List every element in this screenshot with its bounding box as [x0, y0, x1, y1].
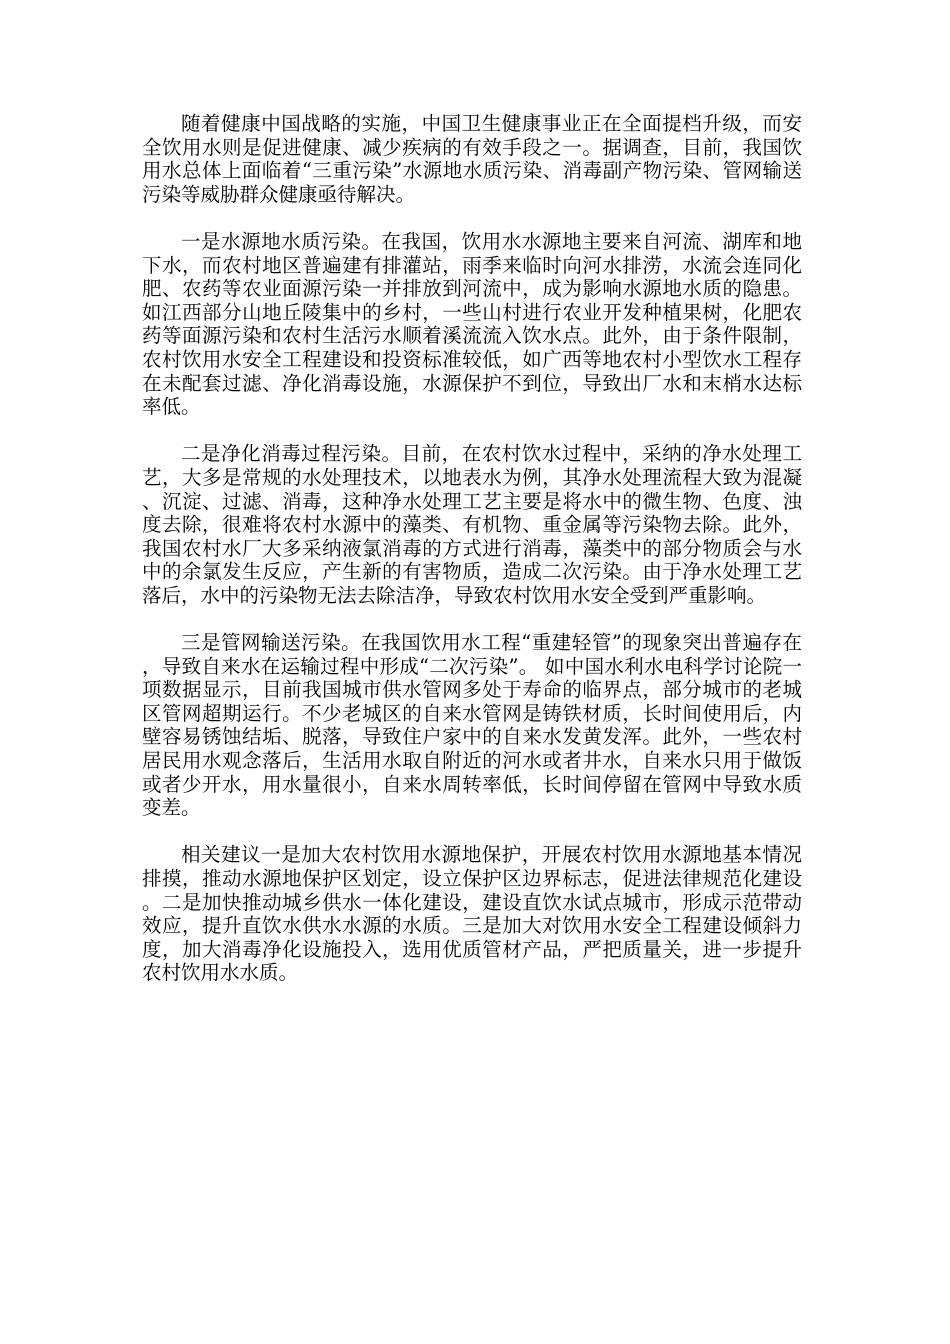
- paragraph-pipeline-pollution: 三是管网输送污染。在我国饮用水工程“重建轻管”的现象突出普遍存在，导致自来水在运输过程中形成“二次污染”。 如中国水利水电科学讨论院一项数据显示，目前我国城市供水管网多处于寿命的临界点，部分城市的老城区管网超期运行。不少老城区的自来水管网是铸铁材质，长时间使用后，内壁容易锈蚀结垢、脱落，导致住户家中的自来水发黄发浑。此外，一些农村居民用水观念落后，生活用水取自附近的河水或者井水，自来水只用于做饭或者少开水，用水量很小，自来水周转率低，长时间停留在管网中导致水质变差。: [142, 631, 802, 820]
- paragraph-recommendations: 相关建议一是加大农村饮用水源地保护，开展农村饮用水源地基本情况排摸，推动水源地保护区划定，设立保护区边界标志，促进法律规范化建设。二是加快推动城乡供水一体化建设，建设直饮水试点城市，形成示范带动效应，提升直饮水供水水源的水质。三是加大对饮用水安全工程建设倾斜力度，加大消毒净化设施投入，选用优质管材产品，严把质量关，进一步提升农村饮用水水质。: [142, 843, 802, 985]
- paragraph-disinfection-pollution: 二是净化消毒过程污染。目前，在农村饮水过程中，采纳的净水处理工艺，大多是常规的水处理技术，以地表水为例，其净水处理流程大致为混凝、沉淀、过滤、消毒，这种净水处理工艺主要是将水中的微生物、色度、浊度去除，很难将农村水源中的藻类、有机物、重金属等污染物去除。此外，我国农村水厂大多采纳液氯消毒的方式进行消毒，藻类中的部分物质会与水中的余氯发生反应，产生新的有害物质，造成二次污染。由于净水处理工艺落后，水中的污染物无法去除洁净，导致农村饮用水安全受到严重影响。: [142, 442, 802, 607]
- paragraph-intro: 随着健康中国战略的实施，中国卫生健康事业正在全面提档升级，而安全饮用水则是促进健康、减少疾病的有效手段之一。据调查，目前，我国饮用水总体上面临着“三重污染”水源地水质污染、消毒副产物污染、管网输送污染等威胁群众健康亟待解决。: [142, 112, 802, 206]
- document-body: [142, 112, 802, 1009]
- paragraph-source-pollution: 一是水源地水质污染。在我国，饮用水水源地主要来自河流、湖库和地下水，而农村地区普遍建有排灌站，雨季来临时向河水排涝，水流会连同化肥、农药等农业面源污染一并排放到河流中，成为影响水源地水质的隐患。如江西部分山地丘陵集中的乡村，一些山村进行农业开发种植果树，化肥农药等面源污染和农村生活污水顺着溪流流入饮水点。此外，由于条件限制，农村饮用水安全工程建设和投资标准较低，如广西等地农村小型饮水工程存在未配套过滤、净化消毒设施，水源保护不到位，导致出厂水和末梢水达标率低。: [142, 229, 802, 419]
